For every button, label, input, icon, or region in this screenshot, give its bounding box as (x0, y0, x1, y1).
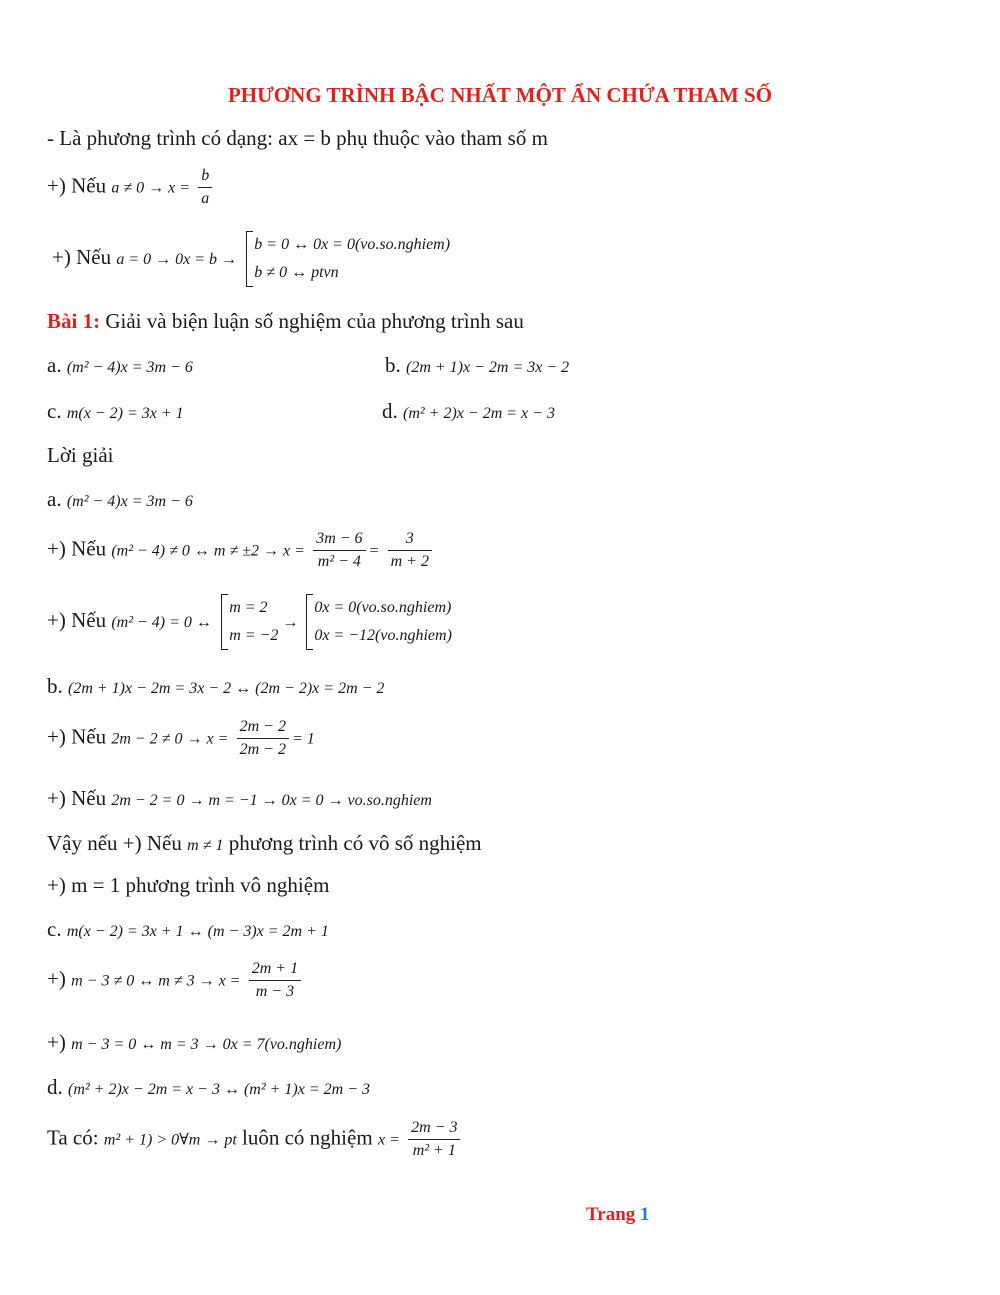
page-footer (586, 1204, 650, 1226)
sol-b-conclusion-2: +) m = 1 phương trình vô nghiệm (47, 873, 330, 897)
case-label: +) Nếu (47, 786, 107, 810)
sol-b-eq: (2m + 1)x − 2m = 3x − 2 ↔ (2m − 2)x = 2m − 2 (68, 680, 385, 697)
sol-a-bracket-result (306, 594, 452, 650)
sol-c-case-1 (47, 958, 304, 1003)
exercise-b-label: b. (385, 353, 401, 377)
rule-1 (47, 165, 215, 210)
sol-b-case-1 (47, 716, 315, 761)
exercise-d (382, 398, 555, 427)
sol-a-eq: (m² − 4)x = 3m − 6 (66, 493, 193, 510)
case-label: +) (47, 966, 66, 991)
case-label: +) Nếu (47, 536, 107, 561)
bai-1-heading (47, 308, 524, 334)
rule-2-case-2: b ≠ 0 ↔ ptvn (254, 264, 339, 281)
intro-text: - Là phương trình có dạng: ax = b phụ thuộc vào tham số m (47, 126, 548, 150)
exercise-b (385, 352, 569, 381)
sol-c-eq: m(x − 2) = 3x + 1 ↔ (m − 3)x = 2m + 1 (66, 923, 329, 940)
sol-a-equation (47, 486, 193, 515)
fraction-denominator: m − 3 (255, 983, 295, 1000)
sol-b-case-1-lead: 2m − 2 ≠ 0 → x = (111, 730, 229, 748)
fraction-numerator: 3 (388, 528, 432, 551)
fraction-denominator: a (201, 190, 210, 207)
sol-c-fraction (249, 958, 301, 1003)
sol-d-conclusion (47, 1117, 463, 1162)
loi-giai-heading: Lời giải (47, 443, 114, 467)
page-number: 1 (640, 1204, 650, 1225)
exercise-a-equation: (m² − 4)x = 3m − 6 (66, 359, 193, 376)
bracket-row-2: m = −2 (229, 627, 279, 644)
exercise-d-equation: (m² + 2)x − 2m = x − 3 (403, 405, 555, 422)
sol-a-case-2 (47, 594, 452, 650)
equals-sign: = (368, 542, 380, 560)
conclusion-text: Vậy nếu +) Nếu (47, 831, 182, 855)
sol-a-fraction-2 (388, 528, 432, 573)
sol-d-text: luôn có nghiệm (242, 1125, 373, 1150)
rule-label: +) Nếu (47, 173, 107, 198)
sol-c-case-1-lead: m − 3 ≠ 0 ↔ m ≠ 3 → x = (71, 972, 241, 990)
case-label: +) (47, 1030, 66, 1054)
sol-d-x-lead: x = (377, 1131, 400, 1149)
sol-b-case-2-eq: 2m − 2 = 0 → m = −1 → 0x = 0 → vo.so.nghiem (111, 792, 432, 809)
sol-d-fraction (408, 1117, 460, 1162)
bai-1-text: Giải và biện luận số nghiệm của phương trình sau (105, 309, 524, 333)
rule-2-lead: a = 0 → 0x = b → (116, 250, 238, 268)
fraction-numerator: b (198, 165, 212, 188)
sol-d-condition: m² + 1) > 0∀m → pt (103, 1131, 237, 1149)
conclusion-condition: m ≠ 1 (187, 837, 224, 854)
exercise-a-label: a. (47, 353, 62, 377)
rule-2 (52, 231, 450, 287)
exercise-c (47, 398, 184, 427)
fraction-denominator: m² − 4 (317, 553, 361, 570)
sol-a-case-1 (47, 528, 435, 573)
exercise-d-label: d. (382, 399, 398, 423)
rule-1-fraction (198, 165, 212, 210)
sol-d-equation (47, 1074, 370, 1103)
case-label: +) Nếu (47, 724, 107, 749)
footer-label: Trang (586, 1204, 636, 1225)
sol-b-conclusion-1 (47, 830, 482, 859)
rule-1-lead: a ≠ 0 → x = (111, 179, 191, 197)
sol-a-fraction-1 (313, 528, 365, 573)
sol-d-eq: (m² + 2)x − 2m = x − 3 ↔ (m² + 1)x = 2m − 3 (68, 1081, 371, 1098)
bracket-row-1: m = 2 (229, 599, 268, 616)
sol-b-case-1-tail: = 1 (291, 730, 315, 748)
case-label: +) Nếu (47, 607, 107, 632)
fraction-denominator: m + 2 (390, 553, 429, 570)
rule-2-case-1: b = 0 ↔ 0x = 0(vo.so.nghiem) (254, 236, 451, 253)
page-title: PHƯƠNG TRÌNH BẬC NHẤT MỘT ẨN CHỨA THAM SỐ (227, 83, 773, 107)
fraction-denominator: 2m − 2 (239, 741, 286, 758)
rule-label: +) Nếu (52, 244, 112, 269)
sol-b-label: b. (47, 674, 63, 698)
fraction-numerator: 3m − 6 (313, 528, 365, 551)
exercise-c-equation: m(x − 2) = 3x + 1 (66, 405, 184, 422)
sol-a-case-1-lead: (m² − 4) ≠ 0 ↔ m ≠ ±2 → x = (111, 542, 305, 560)
fraction-numerator: 2m + 1 (249, 958, 301, 981)
sol-c-case-2-eq: m − 3 = 0 ↔ m = 3 → 0x = 7(vo.nghiem) (71, 1036, 342, 1053)
bracket-row-1: 0x = 0(vo.so.nghiem) (314, 599, 452, 616)
fraction-numerator: 2m − 2 (237, 716, 289, 739)
rule-2-bracket (246, 231, 450, 287)
sol-c-label: c. (47, 917, 62, 941)
sol-b-equation (47, 673, 384, 702)
sol-a-bracket-m (221, 594, 278, 650)
fraction-numerator: 2m − 3 (408, 1117, 460, 1140)
sol-a-case-2-lead: (m² − 4) = 0 ↔ (111, 613, 212, 631)
arrow-symbol: → (278, 613, 303, 631)
sol-c-equation (47, 916, 329, 945)
exercise-b-equation: (2m + 1)x − 2m = 3x − 2 (406, 359, 570, 376)
sol-b-case-2 (47, 785, 432, 814)
sol-a-label: a. (47, 487, 62, 511)
sol-d-label: d. (47, 1075, 63, 1099)
taco-label: Ta có: (47, 1125, 99, 1150)
sol-c-case-2 (47, 1029, 341, 1058)
bracket-row-2: 0x = −12(vo.nghiem) (314, 627, 452, 644)
bai-1-label: Bài 1: (47, 309, 101, 333)
fraction-denominator: m² + 1 (412, 1142, 456, 1159)
exercise-c-label: c. (47, 399, 62, 423)
conclusion-result: phương trình có vô số nghiệm (228, 831, 482, 855)
sol-b-fraction (237, 716, 289, 761)
exercise-a (47, 352, 193, 381)
